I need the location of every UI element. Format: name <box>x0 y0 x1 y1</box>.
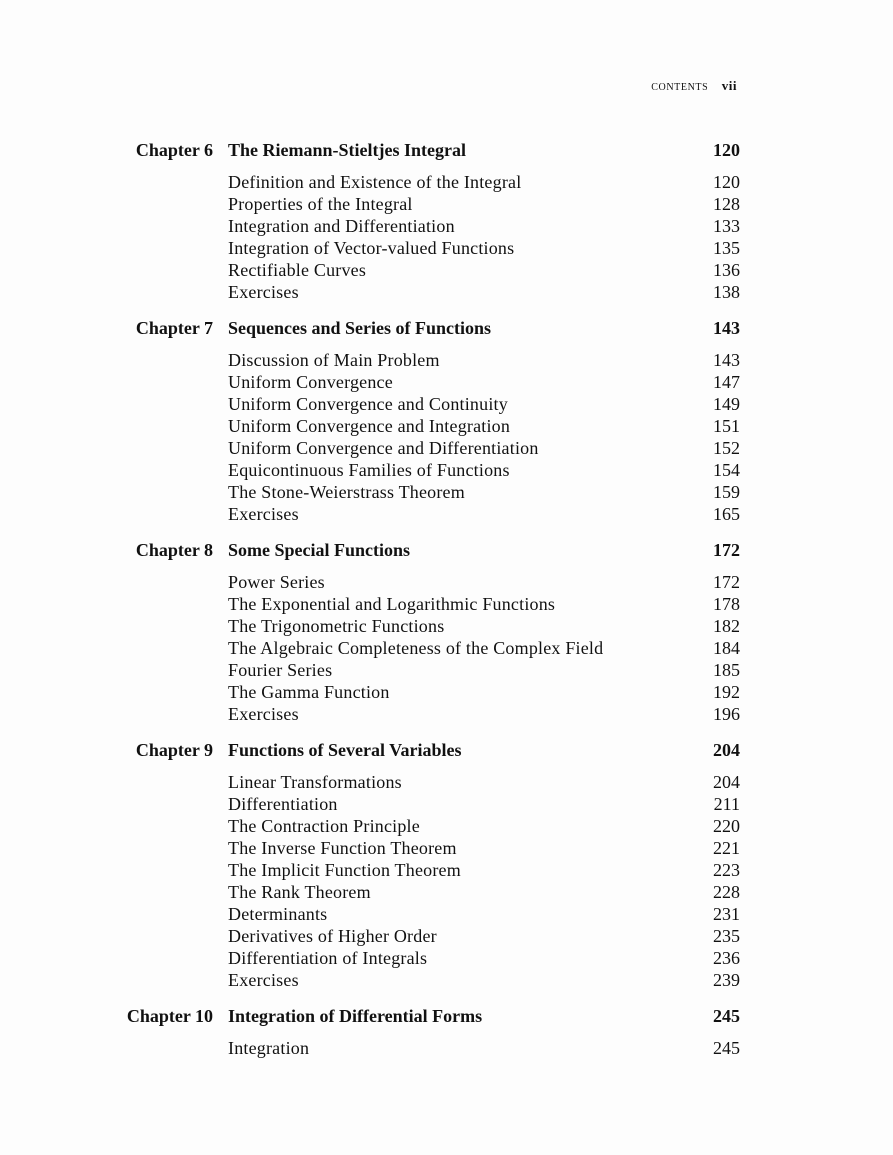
section-list <box>120 172 740 304</box>
section-title: The Stone-Weierstrass Theorem <box>228 482 465 502</box>
section-title: Integration of Vector-valued Functions <box>228 238 515 258</box>
section-entry <box>120 238 740 260</box>
chapter-title: Sequences and Series of Functions <box>228 318 492 338</box>
section-page-number: 231 <box>713 904 740 924</box>
section-list <box>120 350 740 526</box>
table-of-contents <box>120 140 740 1074</box>
section-entry <box>120 216 740 238</box>
chapter-page-number: 245 <box>713 1006 740 1026</box>
chapter-label: Chapter 10 <box>126 1006 213 1026</box>
section-page-number: 172 <box>713 572 740 592</box>
section-entry <box>120 260 740 282</box>
section-entry <box>120 594 740 616</box>
section-entry <box>120 1038 740 1060</box>
section-page-number: 228 <box>713 882 740 902</box>
section-entry <box>120 460 740 482</box>
section-page-number: 223 <box>713 860 740 880</box>
section-entry <box>120 682 740 704</box>
section-title: Exercises <box>228 970 299 990</box>
section-page-number: 178 <box>713 594 740 614</box>
section-title: Fourier Series <box>228 660 333 680</box>
section-title: Equicontinuous Families of Functions <box>228 460 510 480</box>
section-title: The Rank Theorem <box>228 882 371 902</box>
section-title: Uniform Convergence and Continuity <box>228 394 508 414</box>
section-title: Exercises <box>228 704 299 724</box>
section-page-number: 152 <box>713 438 740 458</box>
section-title: The Gamma Function <box>228 682 390 702</box>
chapter-heading-row <box>120 540 740 566</box>
section-entry <box>120 904 740 926</box>
section-title: Differentiation <box>228 794 338 814</box>
section-title: Uniform Convergence and Integration <box>228 416 511 436</box>
section-list <box>120 572 740 726</box>
section-entry <box>120 948 740 970</box>
section-page-number: 182 <box>713 616 740 636</box>
section-page-number: 120 <box>713 172 740 192</box>
chapter-heading-row <box>120 318 740 344</box>
section-entry <box>120 616 740 638</box>
chapter-label: Chapter 8 <box>135 540 213 560</box>
section-page-number: 235 <box>713 926 740 946</box>
chapter-title: Integration of Differential Forms <box>228 1006 483 1026</box>
section-page-number: 192 <box>713 682 740 702</box>
section-entry <box>120 660 740 682</box>
chapter-entry <box>120 318 740 526</box>
section-list <box>120 772 740 992</box>
section-title: The Implicit Function Theorem <box>228 860 461 880</box>
section-entry <box>120 772 740 794</box>
section-entry <box>120 970 740 992</box>
section-entry <box>120 172 740 194</box>
section-page-number: 143 <box>713 350 740 370</box>
section-entry <box>120 838 740 860</box>
section-title: Integration <box>228 1038 310 1058</box>
chapter-label: Chapter 7 <box>135 318 213 338</box>
chapter-label: Chapter 9 <box>135 740 213 760</box>
section-entry <box>120 704 740 726</box>
section-title: The Exponential and Logarithmic Functions <box>228 594 556 614</box>
section-entry <box>120 572 740 594</box>
section-page-number: 236 <box>713 948 740 968</box>
section-title: The Trigonometric Functions <box>228 616 445 636</box>
section-entry <box>120 504 740 526</box>
section-title: Uniform Convergence and Differentiation <box>228 438 539 458</box>
section-page-number: 239 <box>713 970 740 990</box>
section-page-number: 136 <box>713 260 740 280</box>
section-entry <box>120 816 740 838</box>
running-head-page-number: vii <box>721 78 737 93</box>
section-entry <box>120 416 740 438</box>
chapter-page-number: 204 <box>713 740 740 760</box>
section-page-number: 221 <box>713 838 740 858</box>
section-page-number: 138 <box>713 282 740 302</box>
section-entry <box>120 394 740 416</box>
chapter-title: Functions of Several Variables <box>228 740 462 760</box>
section-title: Definition and Existence of the Integral <box>228 172 522 192</box>
section-page-number: 185 <box>713 660 740 680</box>
section-title: Exercises <box>228 504 299 524</box>
section-entry <box>120 638 740 660</box>
section-title: Uniform Convergence <box>228 372 393 392</box>
section-entry <box>120 438 740 460</box>
section-entry <box>120 882 740 904</box>
section-title: Determinants <box>228 904 328 924</box>
section-title: Power Series <box>228 572 325 592</box>
chapter-entry <box>120 1006 740 1060</box>
section-title: Exercises <box>228 282 299 302</box>
section-entry <box>120 194 740 216</box>
section-page-number: 204 <box>713 772 740 792</box>
section-page-number: 147 <box>713 372 740 392</box>
section-page-number: 151 <box>713 416 740 436</box>
chapter-heading-row <box>120 1006 740 1032</box>
section-title: Derivatives of Higher Order <box>228 926 437 946</box>
section-page-number: 149 <box>713 394 740 414</box>
section-page-number: 154 <box>713 460 740 480</box>
section-title: Properties of the Integral <box>228 194 413 214</box>
section-title: Differentiation of Integrals <box>228 948 428 968</box>
section-page-number: 211 <box>713 794 740 814</box>
section-page-number: 165 <box>713 504 740 524</box>
section-entry <box>120 926 740 948</box>
section-title: The Algebraic Completeness of the Complex Field <box>228 638 604 658</box>
running-head <box>651 78 737 94</box>
section-title: Integration and Differentiation <box>228 216 455 236</box>
chapter-heading-row <box>120 140 740 166</box>
section-title: The Contraction Principle <box>228 816 420 836</box>
section-entry <box>120 794 740 816</box>
chapter-entry <box>120 540 740 726</box>
section-page-number: 128 <box>713 194 740 214</box>
section-page-number: 196 <box>713 704 740 724</box>
chapter-title: The Riemann-Stieltjes Integral <box>228 140 466 160</box>
section-page-number: 245 <box>713 1038 740 1058</box>
section-page-number: 220 <box>713 816 740 836</box>
section-page-number: 133 <box>713 216 740 236</box>
section-page-number: 135 <box>713 238 740 258</box>
section-entry <box>120 372 740 394</box>
chapter-page-number: 172 <box>713 540 740 560</box>
section-entry <box>120 482 740 504</box>
chapter-heading-row <box>120 740 740 766</box>
chapter-page-number: 143 <box>713 318 740 338</box>
chapter-entry <box>120 140 740 304</box>
section-page-number: 159 <box>713 482 740 502</box>
section-entry <box>120 860 740 882</box>
section-title: Linear Transformations <box>228 772 402 792</box>
running-head-title: CONTENTS <box>651 82 709 93</box>
chapter-page-number: 120 <box>713 140 740 160</box>
chapter-title: Some Special Functions <box>228 540 411 560</box>
section-entry <box>120 350 740 372</box>
section-title: Rectifiable Curves <box>228 260 367 280</box>
chapter-label: Chapter 6 <box>135 140 213 160</box>
section-page-number: 184 <box>713 638 740 658</box>
section-title: The Inverse Function Theorem <box>228 838 457 858</box>
chapter-entry <box>120 740 740 992</box>
section-entry <box>120 282 740 304</box>
section-list <box>120 1038 740 1060</box>
section-title: Discussion of Main Problem <box>228 350 440 370</box>
